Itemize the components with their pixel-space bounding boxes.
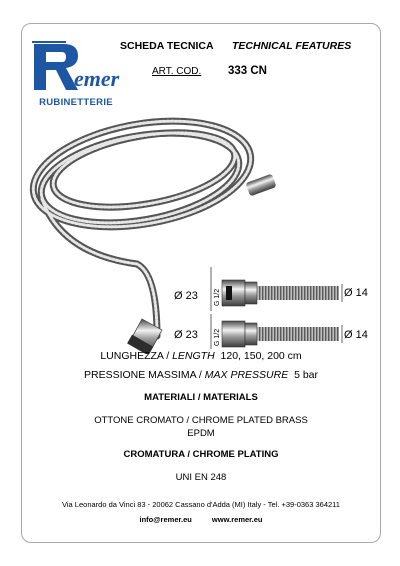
sheet-title-en: TECHNICAL FEATURES (232, 40, 352, 52)
hose-detail-top (174, 267, 368, 311)
materials-line-1: OTTONE CROMATO / CHROME PLATED BRASS (94, 415, 308, 426)
hose-end-fitting (245, 174, 276, 197)
article-code: 333 CN (228, 65, 267, 77)
company-address: Via Leonardo da Vinci 83 - 20062 Cassano d'Adda (MI) Italy - Tel. +39-0363 364211 (62, 500, 340, 509)
top-diameter-23: Ø 23 (174, 290, 198, 302)
pressure-spec (22, 369, 380, 381)
svg-text:emer: emer (74, 66, 120, 91)
technical-sheet (21, 23, 381, 543)
length-value: 120, 150, 200 cm (220, 350, 302, 362)
plating-title: CROMATURA / CHROME PLATING (123, 449, 279, 460)
top-thread-size: G 1/2 (214, 288, 221, 306)
top-diameter-14: Ø 14 (344, 287, 368, 299)
article-code-label: ART. COD. (152, 66, 202, 77)
length-label-en: LENGTH (172, 350, 215, 362)
company-email[interactable]: info@remer.eu (139, 515, 192, 524)
logo-subtitle: RUBINETTERIE (39, 97, 113, 108)
pressure-label: PRESSIONE MASSIMA / (83, 369, 202, 381)
remer-logo (28, 38, 124, 114)
company-website[interactable]: www.remer.eu (211, 515, 263, 524)
sheet-title: SCHEDA TECNICA (120, 40, 214, 52)
product-drawing (22, 104, 380, 354)
materials-title: MATERIALI / MATERIALS (144, 392, 258, 403)
materials-line-2: EPDM (187, 428, 215, 439)
hose-detail-bottom (174, 314, 368, 349)
length-spec (22, 350, 380, 362)
bottom-diameter-23: Ø 23 (174, 329, 198, 341)
length-label: LUNGHEZZA / (100, 350, 170, 362)
bottom-thread-size: G 1/2 (214, 328, 221, 346)
bottom-diameter-14: Ø 14 (344, 329, 368, 341)
pressure-value: 5 bar (294, 369, 318, 381)
remer-logo-mark (28, 38, 124, 98)
company-contacts (22, 515, 380, 524)
plating-standard: UNI EN 248 (175, 472, 227, 483)
pressure-label-en: MAX PRESSURE (204, 369, 289, 381)
